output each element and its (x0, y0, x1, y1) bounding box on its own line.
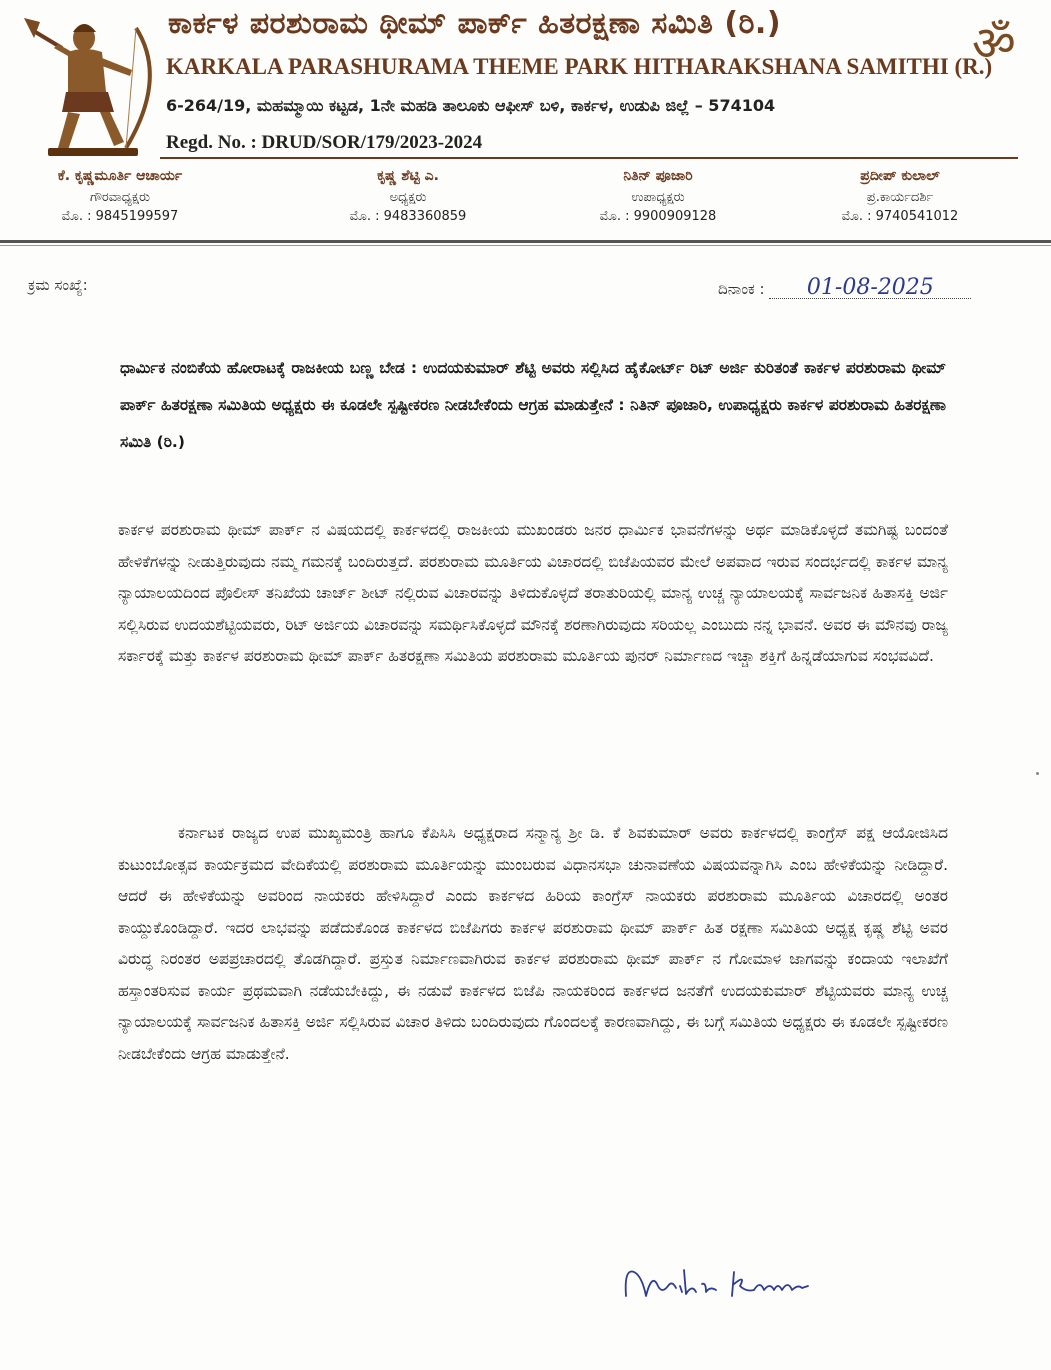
letter-subject: ಧಾರ್ಮಿಕ ನಂಬಿಕೆಯ ಹೋರಾಟಕ್ಕೆ ರಾಜಕೀಯ ಬಣ್ಣ ಬೇಡ : ಉದಯಕುಮಾರ್ ಶೆಟ್ಟಿ ಅವರು ಸಲ್ಲಿಸಿದ ಹೈಕೋರ್ಟ್ ರಿಟ್ ಅರ್ಜಿ ಕುರಿತಂತೆ ಕಾರ್ಕಳ ಪರಶುರಾಮ ಥೀಮ್ ಪಾರ್ಕ್ ಹಿತರಕ್ಷಣಾ ಸಮಿತಿಯ ಅಧ್ಯಕ್ಷರು ಈ ಕೂಡಲೇ ಸ್ಪಷ್ಟೀಕರಣ ನೀಡಬೇಕೆಂದು ಆಗ್ರಹ ಮಾಡುತ್ತೇನೆ : ನಿತಿನ್ ಪೂಜಾರಿ, ಉಪಾಧ್ಯಕ್ಷರು ಕಾರ್ಕಳ ಪರಶುರಾಮ ಹಿತರಕ್ಷಣಾ ಸಮಿತಿ (ರಿ.) (120, 359, 946, 451)
officer-name: ಕೆ. ಕೃಷ್ಣಮೂರ್ತಿ ಆಚಾರ್ಯ (57, 168, 183, 184)
organization-address: 6-264/19, ಮಹಮ್ಮಾಯಿ ಕಟ್ಟಡ, 1ನೇ ಮಹಡಿ ತಾಲೂಕು ಆಫೀಸ್ ಬಳಿ, ಕಾರ್ಕಳ, ಉಡುಪಿ ಜಿಲ್ಲೆ – 574104 (166, 96, 776, 115)
officer-phone: ಮೊ. : 9900909128 (599, 209, 717, 224)
officer-role: ಅಧ್ಯಕ್ಷರು (389, 190, 427, 205)
officer-president (288, 168, 528, 224)
scan-artifact-dot (1036, 772, 1039, 775)
reference-number-label: ಕ್ರಮ ಸಂಖ್ಯೆ: (28, 276, 88, 294)
date-field (718, 275, 971, 300)
officer-vice-president (538, 168, 778, 224)
officers-row (0, 168, 1051, 234)
body-paragraph-2: ಕರ್ನಾಟಕ ರಾಜ್ಯದ ಉಪ ಮುಖ್ಯಮಂತ್ರಿ ಹಾಗೂ ಕೆಪಿಸಿಸಿ ಅಧ್ಯಕ್ಷರಾದ ಸನ್ಮಾನ್ಯ ಶ್ರೀ ಡಿ. ಕೆ ಶಿವಕುಮಾರ್ ಅವರು ಕಾರ್ಕಳದಲ್ಲಿ ಕಾಂಗ್ರೆಸ್ ಪಕ್ಷ ಆಯೋಜಿಸಿದ ಕುಟುಂಬೋತ್ಸವ ಕಾರ್ಯಕ್ರಮದ ವೇದಿಕೆಯಲ್ಲಿ ಪರಶುರಾಮ ಮೂರ್ತಿಯನ್ನು ಮುಂಬರುವ ವಿಧಾನಸಭಾ ಚುನಾವಣೆಯ ವಿಷಯವನ್ನಾಗಿಸಿ ಎಂಬ ಹೇಳಿಕೆಯನ್ನು ನೀಡಿದ್ದಾರೆ. ಆದರೆ ಈ ಹೇಳಿಕೆಯನ್ನು ಅವರಿಂದ ನಾಯಕರು ಹೇಳಿಸಿದ್ದಾರೆ ಎಂದು ಕಾರ್ಕಳದ ಹಿರಿಯ ಕಾಂಗ್ರೆಸ್ ನಾಯಕರು ಪರಶುರಾಮ ಮೂರ್ತಿಯ ವಿಚಾರದಲ್ಲಿ ಅಂತರ ಕಾಯ್ದುಕೊಂಡಿದ್ದಾರೆ. ಇದರ ಲಾಭವನ್ನು ಪಡೆದುಕೊಂಡ ಕಾರ್ಕಳದ ಬಿಜೆಪಿಗರು ಕಾರ್ಕಳ ಪರಶುರಾಮ ಥೀಮ್ ಪಾರ್ಕ್ ಹಿತ ರಕ್ಷಣಾ ಸಮಿತಿಯ ಅಧ್ಯಕ್ಷ ಕೃಷ್ಣ ಶೆಟ್ಟಿ ಅವರ ವಿರುದ್ಧ ನಿರಂತರ ಅಪಪ್ರಚಾರದಲ್ಲಿ ತೊಡಗಿದ್ದಾರೆ. ಪ್ರಸ್ತುತ ನಿರ್ಮಾಣವಾಗಿರುವ ಕಾರ್ಕಳ ಪರಶುರಾಮ ಥೀಮ್ ಪಾರ್ಕ್ ನ ಗೋಮಾಳ ಜಾಗವನ್ನು ಕಂದಾಯ ಇಲಾಖೆಗೆ ಹಸ್ತಾಂತರಿಸುವ ಕಾರ್ಯ ಪ್ರಥಮವಾಗಿ ನಡೆಯಬೇಕಿದ್ದು, ಈ ನಡುವೆ ಕಾರ್ಕಳದ ಬಿಜೆಪಿ ನಾಯಕರಿಂದ ಕಾರ್ಕಳದ ಜನತೆಗೆ ಉದಯಕುಮಾರ್ ಶೆಟ್ಟಿಯವರು ಮಾನ್ಯ ಉಚ್ಚ ನ್ಯಾಯಾಲಯಕ್ಕೆ ಸಾರ್ವಜನಿಕ ಹಿತಾಸಕ್ತಿ ಅರ್ಜಿ ಸಲ್ಲಿಸಿರುವ ವಿಚಾರ ತಿಳಿದು ಬಂದಿರುವುದು ಗೊಂದಲಕ್ಕೆ ಕಾರಣವಾಗಿದ್ದು, ಈ ಬಗ್ಗೆ ಸಮಿತಿಯ ಅಧ್ಯಕ್ಷರು ಈ ಕೂಡಲೇ ಸ್ಪಷ್ಟೀಕರಣ ನೀಡಬೇಕೆಂದು ಆಗ್ರಹ ಮಾಡುತ್ತೇನೆ. (118, 824, 948, 1063)
officer-name: ನಿತಿನ್ ಪೂಜಾರಿ (623, 168, 693, 184)
parashurama-statue-logo (18, 8, 158, 158)
officer-phone: ಮೊ. : 9483360859 (349, 209, 467, 224)
letterhead-bottom-rule (0, 240, 1051, 243)
officer-honorary-president (0, 168, 240, 224)
officer-general-secretary (780, 168, 1020, 224)
body-paragraph-1: ಕಾರ್ಕಳ ಪರಶುರಾಮ ಥೀಮ್ ಪಾರ್ಕ್ ನ ವಿಷಯದಲ್ಲಿ ಕಾರ್ಕಳದಲ್ಲಿ ರಾಜಕೀಯ ಮುಖಂಡರು ಜನರ ಧಾರ್ಮಿಕ ಭಾವನೆಗಳನ್ನು ಅರ್ಥ ಮಾಡಿಕೊಳ್ಳದೆ ತಮಗಿಷ್ಟ ಬಂದಂತೆ ಹೇಳಿಕೆಗಳನ್ನು ನೀಡುತ್ತಿರುವುದು ನಮ್ಮ ಗಮನಕ್ಕೆ ಬಂದಿರುತ್ತದೆ. ಪರಶುರಾಮ ಮೂರ್ತಿಯ ವಿಚಾರದಲ್ಲಿ ಬಿಜೆಪಿಯವರ ಮೇಲೆ ಅಪವಾದ ಇರುವ ಸಂದರ್ಭದಲ್ಲಿ ಕಾರ್ಕಳ ಮಾನ್ಯ ನ್ಯಾಯಾಲಯದಿಂದ ಪೊಲೀಸ್ ತನಿಖೆಯ ಚಾರ್ಜ್ ಶೀಟ್ ನಲ್ಲಿರುವ ವಿಚಾರವನ್ನು ತಿಳಿದುಕೊಳ್ಳದೆ ತರಾತುರಿಯಲ್ಲಿ ಮಾನ್ಯ ಉಚ್ಚ ನ್ಯಾಯಾಲಯಕ್ಕೆ ಸಾರ್ವಜನಿಕ ಹಿತಾಸಕ್ತಿ ಅರ್ಜಿ ಸಲ್ಲಿಸಿರುವ ಉದಯಶೆಟ್ಟಿಯವರು, ರಿಟ್ ಅರ್ಜಿಯ ವಿಚಾರವನ್ನು ಸಮರ್ಥಿಸಿಕೊಳ್ಳದೆ ಮೌನಕ್ಕೆ ಶರಣಾಗಿರುವುದು ಸರಿಯಲ್ಲ ಎಂಬುದು ನನ್ನ ಭಾವನೆ. ಅವರ ಈ ಮೌನವು ರಾಜ್ಯ ಸರ್ಕಾರಕ್ಕೆ ಮತ್ತು ಕಾರ್ಕಳ ಪರಶುರಾಮ ಥೀಮ್ ಪಾರ್ಕ್ ಹಿತರಕ್ಷಣಾ ಸಮಿತಿಯ ಪರಶುರಾಮ ಮೂರ್ತಿಯ ಪುನರ್ ನಿರ್ಮಾಣದ ಇಚ್ಚಾ ಶಕ್ತಿಗೆ ಹಿನ್ನಡೆಯಾಗುವ ಸಂಭವವಿದೆ. (118, 521, 948, 665)
om-symbol-icon: ॐ (972, 16, 1016, 72)
letterhead-bottom-rule-thin (0, 245, 1051, 246)
handwritten-signature (622, 1262, 832, 1306)
date-label: ದಿನಾಂಕ : (718, 280, 765, 298)
organization-title-kannada: ಕಾರ್ಕಳ ಪರಶುರಾಮ ಥೀಮ್ ಪಾರ್ಕ್ ಹಿತರಕ್ಷಣಾ ಸಮಿತಿ (ರಿ.) (168, 6, 782, 41)
officer-phone: ಮೊ. : 9740541012 (841, 209, 959, 224)
officer-name: ಕೃಷ್ಣ ಶೆಟ್ಟಿ ಎ. (377, 168, 439, 184)
officer-role: ಗೌರವಾಧ್ಯಕ್ಷರು (90, 190, 150, 205)
date-value: 01-08-2025 (769, 278, 971, 299)
letterhead (0, 0, 1051, 248)
registration-number: Regd. No. : DRUD/SOR/179/2023-2024 (166, 132, 483, 153)
officer-phone: ಮೊ. : 9845199597 (61, 209, 179, 224)
header-divider (160, 157, 1018, 159)
officer-role: ಪ್ರ.ಕಾರ್ಯದರ್ಶಿ (866, 190, 934, 205)
officer-role: ಉಪಾಧ್ಯಕ್ಷರು (631, 190, 685, 205)
organization-title-english: KARKALA PARASHURAMA THEME PARK HITHARAKSHANA SAMITHI (R.) (166, 54, 993, 79)
officer-name: ಪ್ರದೀಪ್ ಕುಲಾಲ್ (860, 168, 940, 184)
